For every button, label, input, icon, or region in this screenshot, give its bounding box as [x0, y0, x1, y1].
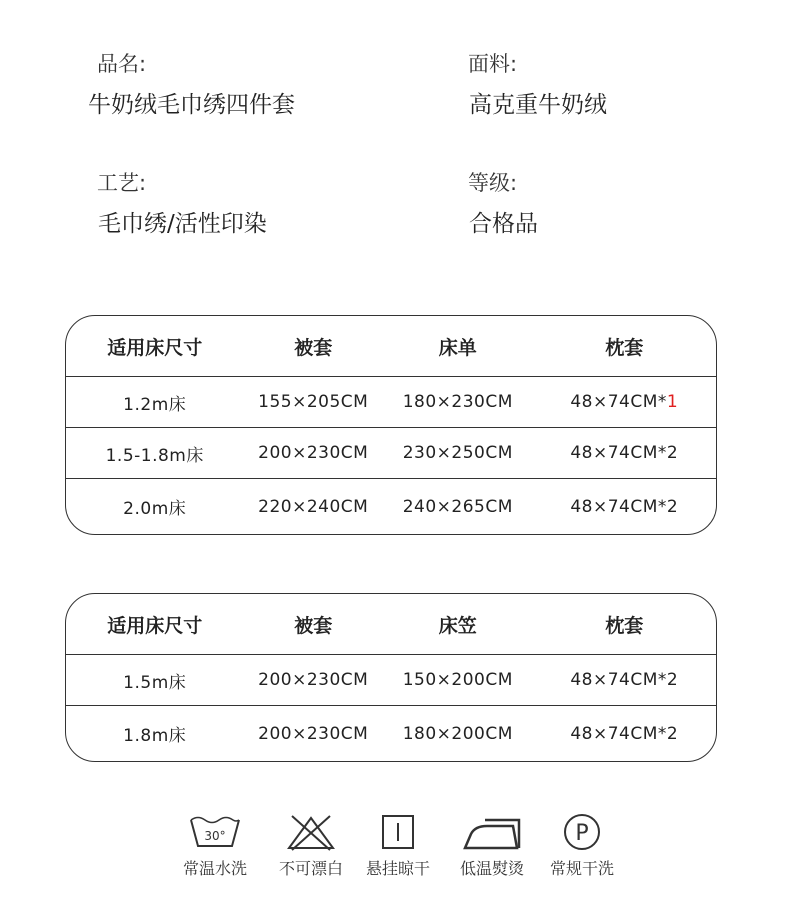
wash-temperature: 30°	[204, 829, 226, 843]
pillowcase-size-cell: 48×74CM*2	[570, 443, 679, 463]
no-bleach-icon	[284, 812, 338, 852]
table-row	[66, 654, 716, 705]
pillowcase-quantity: 1	[666, 392, 679, 412]
table-header-row	[66, 594, 716, 654]
table-row	[66, 478, 716, 534]
iron-low-icon	[461, 812, 523, 852]
duvet-size-cell: 220×240CM	[258, 496, 369, 517]
header-pillowcase: 枕套	[605, 336, 644, 359]
craft-label: 工艺:	[97, 171, 147, 195]
table-header-row	[66, 316, 716, 376]
pillowcase-size-cell: 48×74CM*2	[570, 723, 679, 744]
pillowcase-size-text: 48×74CM*	[570, 392, 667, 412]
pillowcase-size-cell: 48×74CM*2	[570, 496, 679, 517]
sheet-size-cell: 230×250CM	[402, 443, 513, 463]
size-table-1	[65, 315, 717, 535]
bed-size-cell: 1.5-1.8m床	[105, 445, 204, 466]
pillowcase-size-cell: 48×74CM*2	[570, 670, 679, 690]
care-label: 常规干洗	[549, 859, 614, 878]
name-value: 牛奶绒毛巾绣四件套	[88, 92, 295, 118]
grade-label: 等级:	[468, 171, 518, 195]
dry-clean-icon	[555, 812, 609, 852]
hang-dry-icon	[371, 812, 425, 852]
header-duvet: 被套	[294, 336, 333, 359]
header-fitted-sheet: 床笠	[438, 614, 477, 637]
care-item-hang-dry	[353, 812, 443, 879]
table-row	[66, 705, 716, 761]
bed-size-cell: 1.5m床	[123, 672, 187, 693]
care-label: 低温熨烫	[459, 859, 524, 878]
care-item-wash	[170, 812, 260, 879]
size-table-2	[65, 593, 717, 762]
header-bed-size: 适用床尺寸	[107, 336, 203, 359]
bed-size-cell: 1.2m床	[123, 394, 187, 415]
care-label: 常温水洗	[182, 859, 247, 878]
care-label: 不可漂白	[278, 859, 343, 878]
fabric-value: 高克重牛奶绒	[469, 92, 607, 118]
dry-clean-letter: P	[575, 821, 589, 846]
fabric-label: 面料:	[468, 52, 518, 76]
table-row	[66, 427, 716, 478]
care-label: 悬挂晾干	[365, 859, 430, 878]
fitted-sheet-size-cell: 180×200CM	[402, 723, 513, 744]
header-bed-size: 适用床尺寸	[107, 614, 203, 637]
pillowcase-size-cell	[533, 392, 716, 412]
bed-size-cell: 2.0m床	[123, 499, 187, 519]
care-item-dry-clean	[537, 812, 627, 879]
care-item-no-bleach	[266, 812, 356, 879]
duvet-size-cell: 200×230CM	[258, 723, 369, 744]
grade-value: 合格品	[469, 211, 538, 237]
care-item-iron	[447, 812, 537, 879]
sheet-size-cell: 240×265CM	[402, 496, 513, 517]
duvet-size-cell: 200×230CM	[258, 443, 369, 463]
table-row	[66, 376, 716, 427]
craft-value: 毛巾绣/活性印染	[98, 211, 267, 237]
header-pillowcase: 枕套	[605, 614, 644, 637]
bed-size-cell: 1.8m床	[123, 726, 187, 746]
wash-30-icon	[188, 812, 242, 852]
duvet-size-cell: 155×205CM	[258, 392, 369, 412]
header-duvet: 被套	[294, 614, 333, 637]
name-label: 品名:	[97, 52, 147, 76]
fitted-sheet-size-cell: 150×200CM	[402, 670, 513, 690]
header-sheet: 床单	[438, 336, 477, 359]
sheet-size-cell: 180×230CM	[402, 392, 513, 412]
duvet-size-cell: 200×230CM	[258, 670, 369, 690]
